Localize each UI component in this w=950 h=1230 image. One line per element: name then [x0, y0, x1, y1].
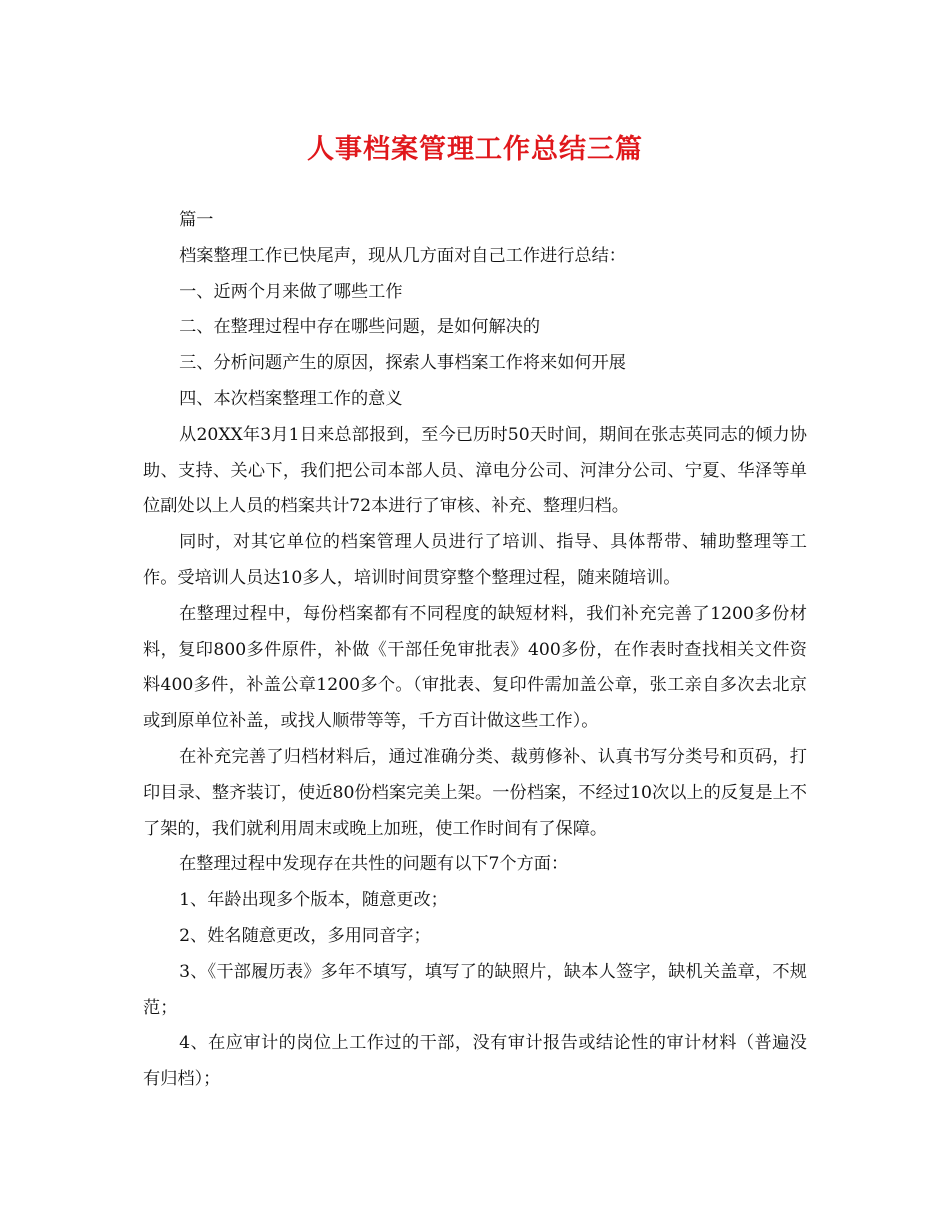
- list-item: 1、年龄出现多个版本，随意更改；: [179, 890, 448, 911]
- list-item: 2、姓名随意更改，多用同音字；: [179, 925, 431, 946]
- outline-item: 三、分析问题产生的原因，探索人事档案工作将来如何开展: [179, 353, 626, 374]
- outline-item: 二、在整理过程中存在哪些问题，是如何解决的: [179, 317, 541, 338]
- body-paragraph: 同时，对其它单位的档案管理人员进行了培训、指导、具体帮带、辅助整理等工作。受培训人员达10多人，培训时间贯穿整个整理过程，随来随培训。: [143, 532, 807, 588]
- list-item: 4、在应审计的岗位上工作过的干部，没有审计报告或结论性的审计材料（普遍没有归档）；: [143, 1033, 807, 1090]
- body-paragraph: 在补充完善了归档材料后，通过准确分类、裁剪修补、认真书写分类号和页码，打印目录、整齐装订，使近80份档案完美上架。一份档案，不经过10次以上的反复是上不了架的，我们就利用周末或晚上加班，使工作时间有了保障。: [143, 746, 807, 839]
- intro-paragraph: 档案整理工作已快尾声，现从几方面对自己工作进行总结：: [179, 245, 626, 266]
- outline-item: 四、本次档案整理工作的意义: [179, 388, 403, 409]
- body-paragraph: 在整理过程中发现存在共性的问题有以下7个方面：: [179, 854, 569, 875]
- document-title: 人事档案管理工作总结三篇: [307, 134, 643, 165]
- list-item: 3、《干部履历表》多年不填写，填写了的缺照片，缺本人签字，缺机关盖章，不规范；: [143, 961, 807, 1018]
- body-paragraph: 从20XX年3月1日来总部报到，至今已历时50天时间，期间在张志英同志的倾力协助、支持、关心下，我们把公司本部人员、漳电分公司、河津分公司、宁夏、华泽等单位副处以上人员的档案共计72本进行了审核、补充、整理归档。: [143, 424, 807, 517]
- outline-item: 一、近两个月来做了哪些工作: [179, 281, 403, 302]
- document-body: [143, 203, 807, 1098]
- section-heading: 篇一: [179, 210, 214, 230]
- body-paragraph: 在整理过程中，每份档案都有不同程度的缺短材料，我们补充完善了1200多份材料，复印800多件原件，补做《干部任免审批表》400多份，在作表时查找相关文件资料400多件，补盖公章1200多个。（审批表、复印件需加盖公章，张工亲自多次去北京或到原单位补盖，或找人顺带等等，千方百计做这些工作）。: [143, 603, 807, 732]
